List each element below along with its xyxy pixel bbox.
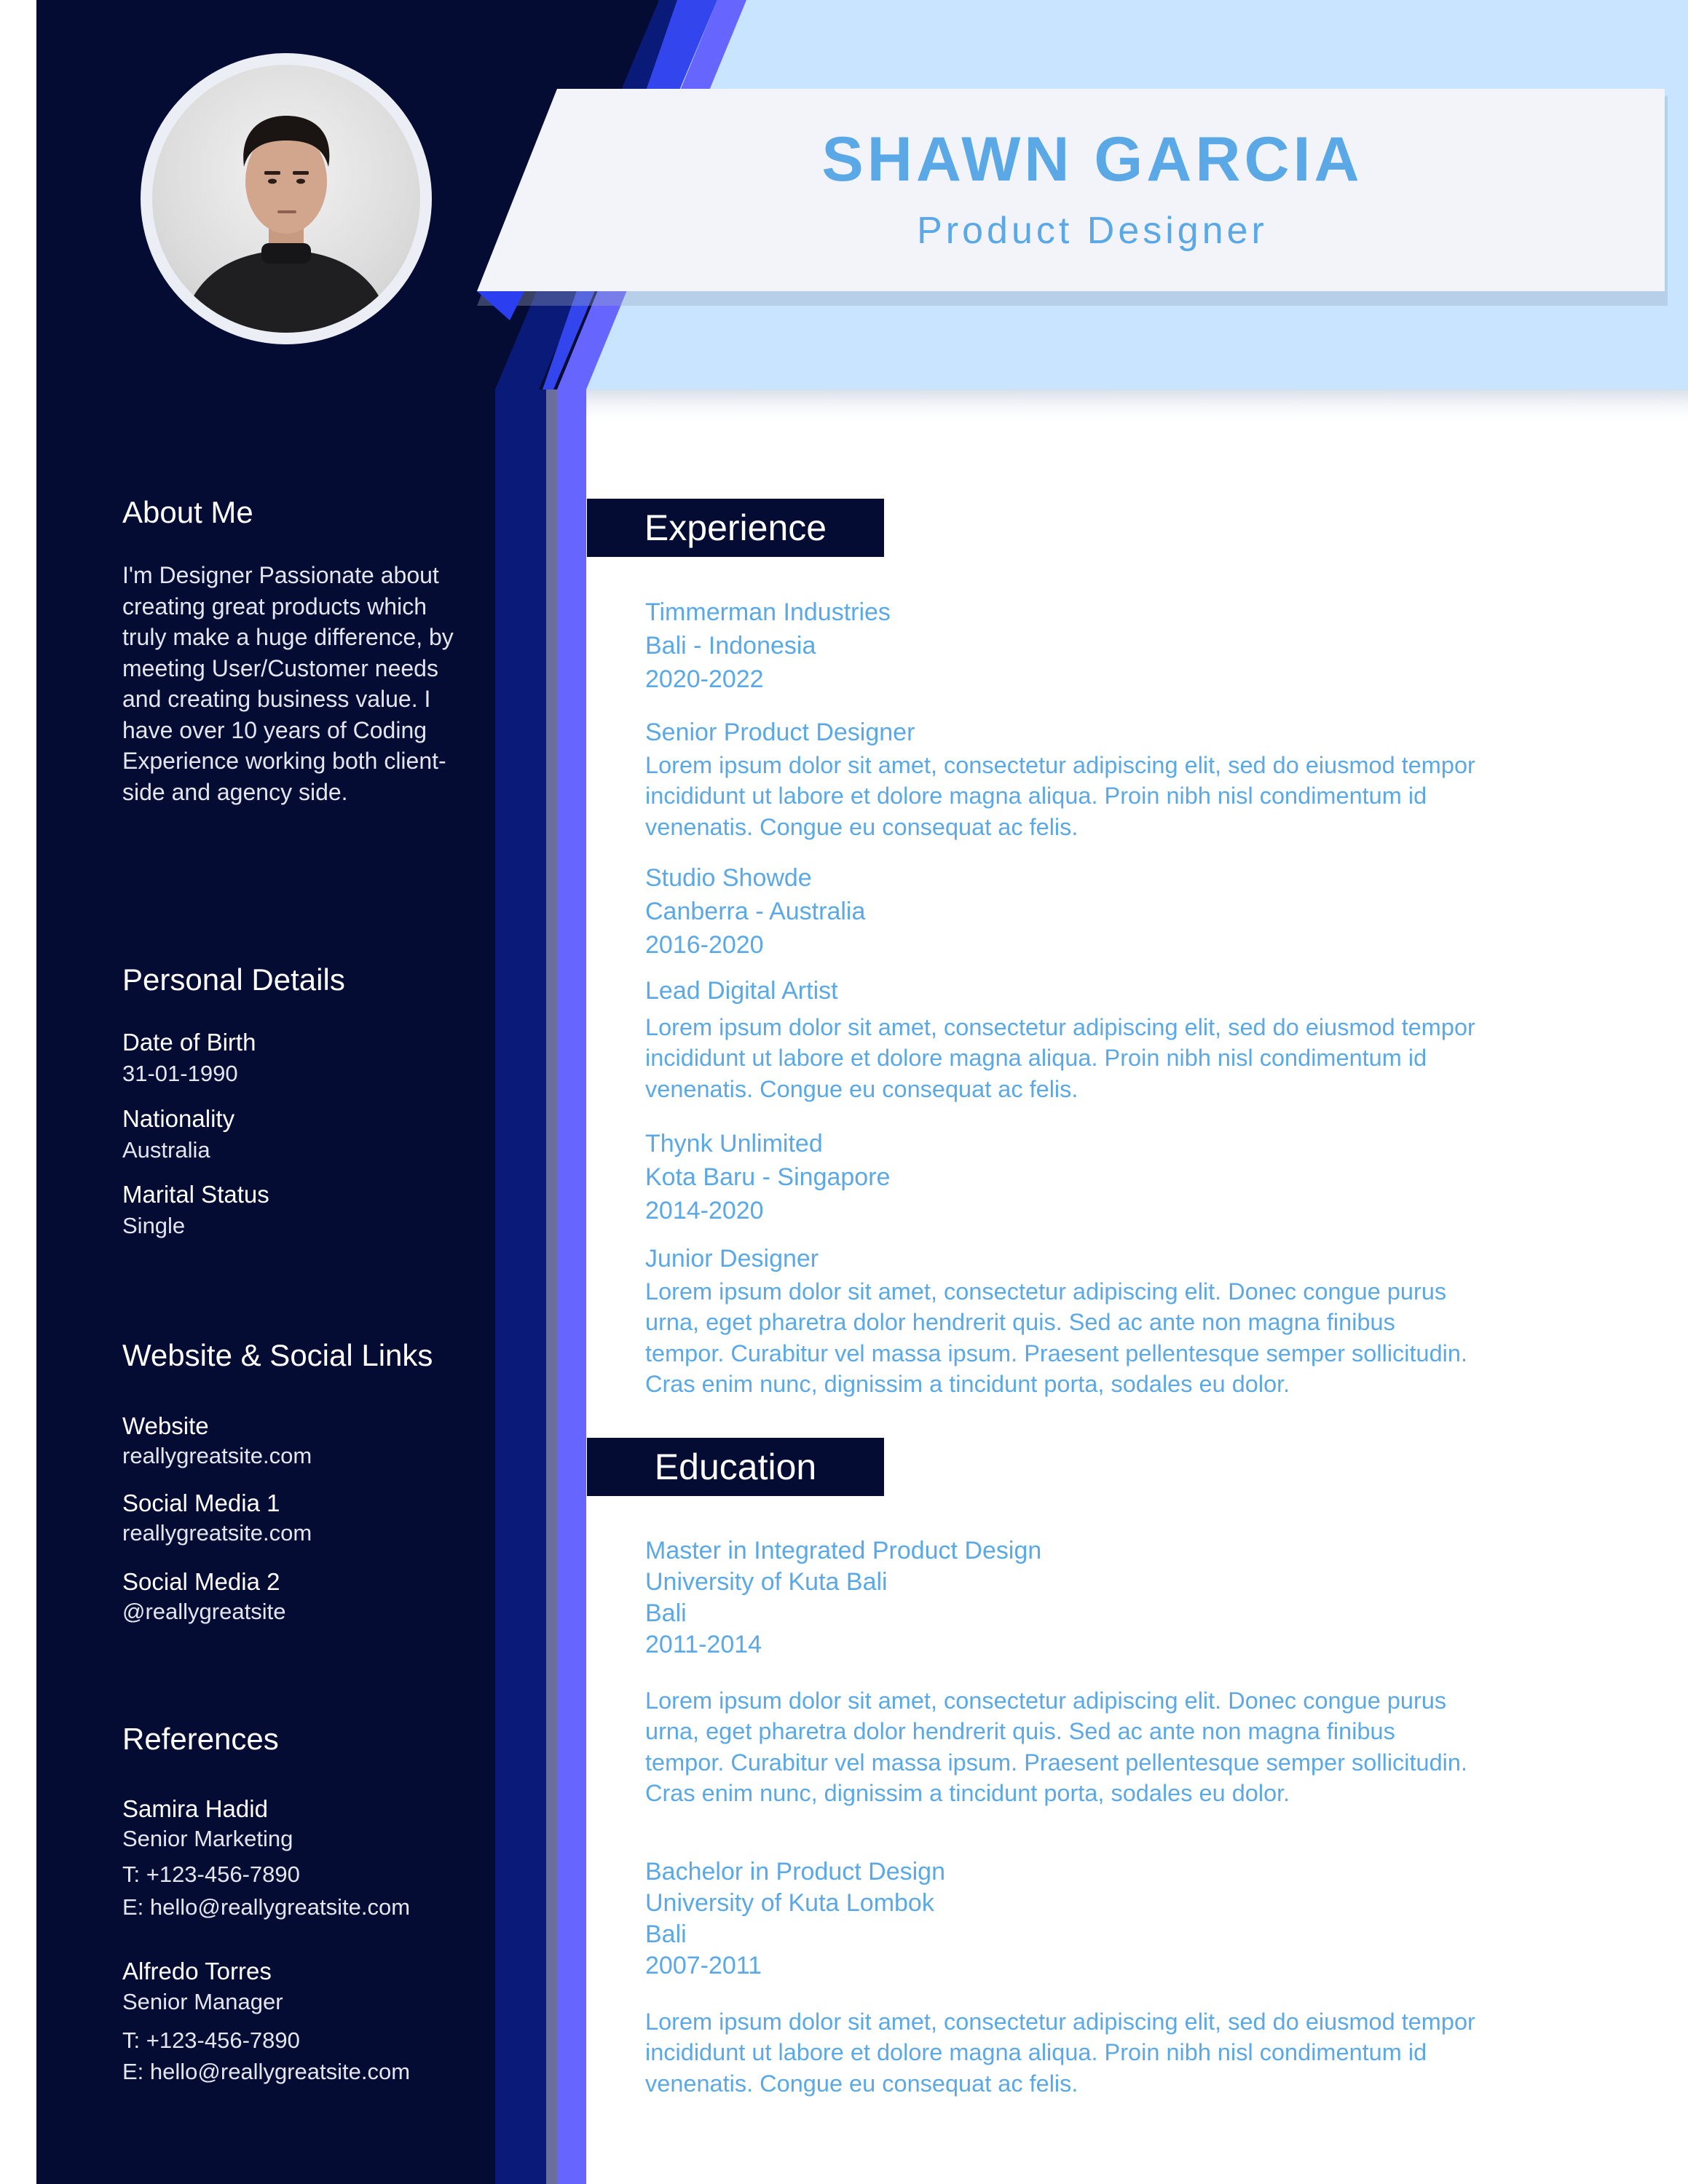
education-description-line: tempor. Curabitur vel massa ipsum. Praesent pellentesque semper sollicitudin. bbox=[645, 1749, 1468, 1776]
links-heading: Website & Social Links bbox=[122, 1338, 433, 1372]
reference-phone: T: +123-456-7890 bbox=[122, 1861, 300, 1887]
about-heading: About Me bbox=[122, 495, 253, 529]
job-company: Studio Showde bbox=[645, 864, 812, 892]
reference-name: Samira Hadid bbox=[122, 1795, 268, 1822]
social-media-2-link[interactable]: @reallygreatsite bbox=[122, 1599, 286, 1624]
reference-email: E: hello@reallygreatsite.com bbox=[122, 2059, 411, 2084]
job-location: Canberra - Australia bbox=[645, 898, 866, 925]
nationality-label: Nationality bbox=[122, 1105, 235, 1132]
job-title: Junior Designer bbox=[645, 1245, 819, 1273]
candidate-role: Product Designer bbox=[917, 210, 1268, 252]
education-description-line: venenatis. Congue eu consequat ac felis. bbox=[645, 2070, 1078, 2097]
job-years: 2016-2020 bbox=[645, 931, 764, 959]
job-description-line: venenatis. Congue eu consequat ac felis. bbox=[645, 1076, 1078, 1102]
education-description-line: incididunt ut labore et dolore magna aliqua. Proin nibh nisl condimentum id bbox=[645, 2039, 1427, 2065]
education-school: University of Kuta Bali bbox=[645, 1568, 888, 1596]
job-years: 2020-2022 bbox=[645, 665, 764, 693]
education-school: University of Kuta Lombok bbox=[645, 1889, 934, 1917]
website-link[interactable]: reallygreatsite.com bbox=[122, 1443, 312, 1468]
reference-phone: T: +123-456-7890 bbox=[122, 2027, 300, 2053]
marital-status-label: Marital Status bbox=[122, 1181, 269, 1208]
personal-details-heading: Personal Details bbox=[122, 962, 345, 997]
website-label: Website bbox=[122, 1412, 209, 1439]
job-company: Thynk Unlimited bbox=[645, 1130, 823, 1158]
profile-photo bbox=[152, 65, 420, 333]
job-description-line: Lorem ipsum dolor sit amet, consectetur adipiscing elit, sed do eiusmod tempor bbox=[645, 752, 1475, 778]
job-description-line: Lorem ipsum dolor sit amet, consectetur adipiscing elit. Donec congue purus bbox=[645, 1278, 1447, 1305]
job-description-line: incididunt ut labore et dolore magna aliqua. Proin nibh nisl condimentum id bbox=[645, 783, 1427, 809]
social-media-1-label: Social Media 1 bbox=[122, 1489, 280, 1516]
job-company: Timmerman Industries bbox=[645, 598, 891, 626]
person-portrait-icon bbox=[152, 65, 420, 333]
education-description-line: Lorem ipsum dolor sit amet, consectetur adipiscing elit. Donec congue purus bbox=[645, 1688, 1447, 1714]
job-description-line: Lorem ipsum dolor sit amet, consectetur adipiscing elit, sed do eiusmod tempor bbox=[645, 1014, 1475, 1040]
profile-photo-frame bbox=[141, 53, 432, 344]
job-description-line: tempor. Curabitur vel massa ipsum. Praesent pellentesque semper sollicitudin. bbox=[645, 1340, 1468, 1366]
reference-name: Alfredo Torres bbox=[122, 1958, 272, 1985]
about-text: I'm Designer Passionate about creating great products which truly make a huge difference, by meeting User/Customer needs and creating business value. I have over 10 years of Coding Experience working both client-side and agency side. bbox=[122, 562, 454, 805]
experience-heading: Experience bbox=[587, 499, 884, 557]
education-degree: Bachelor in Product Design bbox=[645, 1858, 946, 1886]
marital-status-value: Single bbox=[122, 1213, 186, 1238]
job-description-line: urna, eget pharetra dolor hendrerit quis. Sed ac ante non magna finibus bbox=[645, 1309, 1395, 1335]
social-media-2-label: Social Media 2 bbox=[122, 1568, 280, 1595]
education-heading: Education bbox=[587, 1438, 884, 1496]
job-location: Bali - Indonesia bbox=[645, 632, 816, 660]
dob-value: 31-01-1990 bbox=[122, 1061, 238, 1086]
job-location: Kota Baru - Singapore bbox=[645, 1163, 891, 1191]
job-title: Senior Product Designer bbox=[645, 719, 915, 746]
candidate-name: SHAWN GARCIA bbox=[821, 124, 1363, 194]
job-description-line: incididunt ut labore et dolore magna aliqua. Proin nibh nisl condimentum id bbox=[645, 1045, 1427, 1071]
social-media-1-link[interactable]: reallygreatsite.com bbox=[122, 1520, 312, 1546]
education-years: 2011-2014 bbox=[645, 1631, 762, 1658]
job-title: Lead Digital Artist bbox=[645, 977, 838, 1005]
dob-label: Date of Birth bbox=[122, 1029, 256, 1056]
nationality-value: Australia bbox=[122, 1137, 210, 1163]
education-description-line: urna, eget pharetra dolor hendrerit quis. Sed ac ante non magna finibus bbox=[645, 1718, 1395, 1744]
references-heading: References bbox=[122, 1722, 279, 1756]
job-description-line: Cras enim nunc, dignissim a tincidunt porta, sodales eu dolor. bbox=[645, 1371, 1290, 1397]
education-degree: Master in Integrated Product Design bbox=[645, 1537, 1042, 1564]
reference-title: Senior Marketing bbox=[122, 1826, 293, 1851]
education-place: Bali bbox=[645, 1599, 687, 1627]
job-years: 2014-2020 bbox=[645, 1197, 764, 1224]
education-place: Bali bbox=[645, 1920, 687, 1948]
job-description-line: venenatis. Congue eu consequat ac felis. bbox=[645, 814, 1078, 840]
reference-title: Senior Manager bbox=[122, 1989, 283, 2014]
education-description-line: Lorem ipsum dolor sit amet, consectetur adipiscing elit, sed do eiusmod tempor bbox=[645, 2009, 1475, 2035]
education-description-line: Cras enim nunc, dignissim a tincidunt porta, sodales eu dolor. bbox=[645, 1780, 1290, 1806]
reference-email: E: hello@reallygreatsite.com bbox=[122, 1894, 411, 1920]
education-years: 2007-2011 bbox=[645, 1952, 762, 1979]
